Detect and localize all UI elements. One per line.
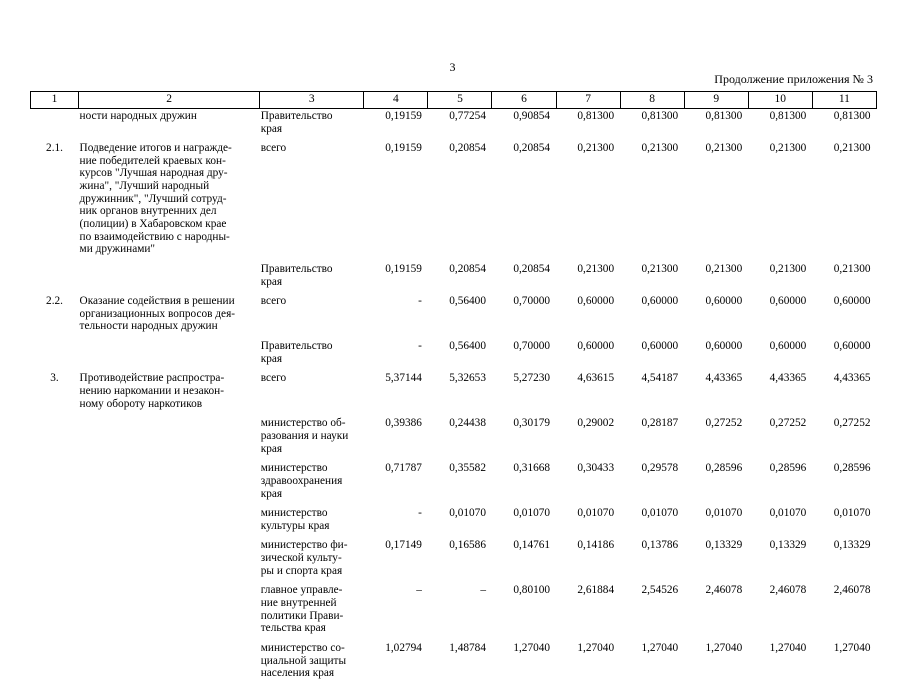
text-line: края [260, 442, 283, 455]
amount-cell: 0,27252 [769, 417, 807, 430]
amount-cell: 0,56400 [449, 295, 486, 308]
amount-cell: 0,70000 [513, 295, 551, 308]
amount-cell: 1,27040 [641, 641, 679, 654]
text-line: Правительство [260, 262, 333, 275]
text-line: главное управле- [260, 584, 343, 597]
text-line: Правительство [260, 109, 333, 122]
amount-cell: 0,21300 [577, 262, 615, 275]
amount-cell: 0,60000 [577, 340, 615, 353]
page-number: 3 [449, 60, 456, 74]
amount-cell: 0,17149 [385, 539, 422, 552]
text-line: министерство со- [260, 641, 345, 654]
amount-cell: - [418, 340, 422, 353]
table-row [31, 506, 877, 538]
table-row [31, 583, 877, 641]
amount-cell: – [416, 584, 422, 597]
row-number [31, 108, 79, 141]
amount-cell: 0,19159 [385, 142, 422, 155]
amount-cell: 0,01070 [641, 507, 679, 520]
table-row [31, 339, 877, 371]
amount-cell: 1,48784 [449, 641, 486, 654]
table-row [31, 108, 877, 141]
table-row [31, 416, 877, 461]
text-line: всего [260, 142, 287, 155]
row-number [31, 416, 79, 461]
text-line: ности народных дружин [79, 109, 197, 122]
budget-table [30, 91, 877, 686]
table-body [31, 108, 877, 685]
amount-cell: 0,60000 [641, 340, 679, 353]
text-line: тельности народных дружин [79, 320, 218, 333]
funding-source [260, 339, 364, 371]
amount-cell: 0,21300 [641, 142, 679, 155]
text-line: курсов "Лучшая народная дру- [79, 167, 228, 180]
amount-cell: 0,39386 [385, 417, 422, 430]
text-line: министерство фи- [260, 539, 348, 552]
amount-cell: 0,77254 [449, 109, 486, 122]
amount-cell: 0,27252 [705, 417, 743, 430]
text-line: населения края [260, 667, 335, 680]
amount-cell: 0,90854 [513, 109, 551, 122]
amount-cell: 0,29002 [577, 417, 615, 430]
row-number [31, 461, 79, 506]
text-line: нению наркомании и незакон- [79, 385, 224, 398]
amount-cell: 4,43365 [833, 372, 871, 385]
amount-cell: 0,20854 [449, 142, 486, 155]
amount-cell: 0,01070 [769, 507, 807, 520]
amount-cell: 0,01070 [513, 507, 551, 520]
text-line: Подведение итогов и награжде- [79, 142, 232, 155]
amount-cell: 0,30433 [577, 462, 615, 475]
text-line: по взаимодействию с народны- [79, 230, 230, 243]
activity-description [79, 108, 260, 141]
text-line: ник органов внутренних дел [79, 205, 217, 218]
amount-cell: 0,20854 [513, 142, 551, 155]
text-line: министерство [260, 462, 328, 475]
amount-cell: 4,54187 [641, 372, 679, 385]
amount-cell: 0,31668 [513, 462, 551, 475]
row-number [31, 538, 79, 583]
amount-cell: 0,21300 [577, 142, 615, 155]
row-number: 3. [50, 372, 59, 385]
text-line: циальной защиты [260, 654, 347, 667]
amount-cell: 1,02794 [385, 641, 422, 654]
amount-cell: 0,20854 [513, 262, 551, 275]
activity-description [79, 339, 260, 371]
amount-cell: 0,60000 [705, 340, 743, 353]
amount-cell: 0,60000 [769, 340, 807, 353]
amount-cell: 1,27040 [833, 641, 871, 654]
table-row [31, 641, 877, 686]
amount-cell: 0,19159 [385, 109, 422, 122]
funding-source [260, 108, 364, 141]
amount-cell: 0,20854 [449, 262, 486, 275]
activity-description [79, 461, 260, 506]
amount-cell: 0,81300 [833, 109, 871, 122]
text-line: дружинник", "Лучший сотруд- [79, 192, 227, 205]
row-number [31, 339, 79, 371]
funding-source [260, 641, 364, 686]
amount-cell: 0,28596 [769, 462, 807, 475]
text-line: ному обороту наркотиков [79, 397, 203, 410]
amount-cell: 4,43365 [705, 372, 743, 385]
text-line: Противодействие распростра- [79, 372, 225, 385]
amount-cell: 1,27040 [769, 641, 807, 654]
table-row [31, 141, 877, 262]
amount-cell: 0,13329 [833, 539, 871, 552]
activity-description [79, 538, 260, 583]
text-line: организационных вопросов дея- [79, 307, 236, 320]
text-line: министерство об- [260, 417, 346, 430]
activity-description [79, 294, 260, 339]
amount-cell: 0,80100 [513, 584, 551, 597]
amount-cell: 0,14761 [513, 539, 551, 552]
column-header: 3 [260, 92, 364, 109]
amount-cell: 0,60000 [577, 295, 615, 308]
activity-description [79, 506, 260, 538]
amount-cell: 0,60000 [833, 295, 871, 308]
amount-cell: 2,46078 [769, 584, 807, 597]
amount-cell: 0,01070 [833, 507, 871, 520]
amount-cell: 0,14186 [577, 539, 615, 552]
funding-source [260, 538, 364, 583]
table-row [31, 461, 877, 506]
amount-cell: 0,81300 [577, 109, 615, 122]
amount-cell: 0,28596 [705, 462, 743, 475]
row-number [31, 641, 79, 686]
amount-cell: 0,13786 [641, 539, 679, 552]
column-header: 5 [428, 92, 492, 109]
amount-cell: 0,01070 [705, 507, 743, 520]
text-line: разования и науки [260, 429, 349, 442]
text-line: Правительство [260, 340, 333, 353]
amount-cell: 0,24438 [449, 417, 486, 430]
text-line: края [260, 275, 283, 288]
funding-source [260, 461, 364, 506]
amount-cell: 0,60000 [769, 295, 807, 308]
table-row [31, 294, 877, 339]
funding-source [260, 583, 364, 641]
amount-cell: 0,70000 [513, 340, 551, 353]
column-header: 8 [620, 92, 684, 109]
amount-cell: 5,37144 [385, 372, 422, 385]
table-row [31, 262, 877, 294]
funding-source [260, 416, 364, 461]
funding-source [260, 371, 364, 416]
amount-cell: 4,63615 [577, 372, 615, 385]
text-line: ние победителей краевых кон- [79, 154, 226, 167]
amount-cell: 0,21300 [641, 262, 679, 275]
amount-cell: 0,21300 [705, 142, 743, 155]
column-header: 2 [79, 92, 260, 109]
text-line: Оказание содействия в решении [79, 295, 235, 308]
text-line: края [260, 487, 283, 500]
amount-cell: 5,27230 [513, 372, 551, 385]
amount-cell: 1,27040 [577, 641, 615, 654]
amount-cell: 0,35582 [449, 462, 486, 475]
text-line: тельства края [260, 622, 326, 635]
amount-cell: - [418, 295, 422, 308]
amount-cell: 0,81300 [769, 109, 807, 122]
table-row [31, 538, 877, 583]
row-number [31, 583, 79, 641]
amount-cell: 2,46078 [833, 584, 871, 597]
row-number [31, 506, 79, 538]
amount-cell: 4,43365 [769, 372, 807, 385]
amount-cell: 0,30179 [513, 417, 551, 430]
text-line: ми дружинами" [79, 243, 156, 256]
text-line: политики Прави- [260, 609, 344, 622]
activity-description [79, 641, 260, 686]
amount-cell: - [418, 507, 422, 520]
column-header: 11 [812, 92, 876, 109]
text-line: культуры края [260, 519, 330, 532]
column-number-header-row [31, 92, 877, 109]
amount-cell: 0,56400 [449, 340, 486, 353]
activity-description [79, 141, 260, 262]
amount-cell: 0,13329 [705, 539, 743, 552]
amount-cell: 0,01070 [577, 507, 615, 520]
row-number [31, 262, 79, 294]
text-line: зической культу- [260, 552, 342, 565]
amount-cell: 0,21300 [705, 262, 743, 275]
text-line: жина", "Лучший народный [79, 180, 210, 193]
amount-cell: 1,27040 [705, 641, 743, 654]
amount-cell: 0,16586 [449, 539, 486, 552]
amount-cell: 0,60000 [641, 295, 679, 308]
amount-cell: 0,71787 [385, 462, 422, 475]
column-header: 7 [556, 92, 620, 109]
funding-source [260, 141, 364, 262]
text-line: ры и спорта края [260, 564, 343, 577]
row-number: 2.2. [46, 295, 63, 308]
funding-source [260, 506, 364, 538]
activity-description [79, 371, 260, 416]
table-row [31, 371, 877, 416]
funding-source [260, 294, 364, 339]
amount-cell: 0,13329 [769, 539, 807, 552]
column-header: 9 [684, 92, 748, 109]
amount-cell: 5,32653 [449, 372, 486, 385]
amount-cell: 2,46078 [705, 584, 743, 597]
activity-description [79, 416, 260, 461]
text-line: края [260, 122, 283, 135]
text-line: министерство [260, 507, 328, 520]
amount-cell: 0,19159 [385, 262, 422, 275]
column-header: 1 [31, 92, 79, 109]
activity-description [79, 262, 260, 294]
activity-description [79, 583, 260, 641]
amount-cell: 1,27040 [513, 641, 551, 654]
text-line: ние внутренней [260, 597, 337, 610]
amount-cell: 0,21300 [833, 262, 871, 275]
amount-cell: 0,28596 [833, 462, 871, 475]
amount-cell: 2,61884 [577, 584, 615, 597]
amount-cell: 0,21300 [769, 262, 807, 275]
amount-cell: – [480, 584, 486, 597]
funding-source [260, 262, 364, 294]
column-header: 4 [364, 92, 428, 109]
amount-cell: 0,27252 [833, 417, 871, 430]
row-number: 2.1. [46, 142, 63, 155]
amount-cell: 0,81300 [705, 109, 743, 122]
amount-cell: 0,60000 [833, 340, 871, 353]
amount-cell: 0,29578 [641, 462, 679, 475]
amount-cell: 0,60000 [705, 295, 743, 308]
amount-cell: 2,54526 [641, 584, 679, 597]
amount-cell: 0,21300 [833, 142, 871, 155]
text-line: края [260, 352, 283, 365]
appendix-continuation-label: Продолжение приложения № 3 [714, 72, 873, 86]
amount-cell: 0,01070 [449, 507, 486, 520]
amount-cell: 0,81300 [641, 109, 679, 122]
text-line: здравоохранения [260, 474, 343, 487]
amount-cell: 0,28187 [641, 417, 679, 430]
column-header: 6 [492, 92, 556, 109]
text-line: всего [260, 295, 287, 308]
column-header: 10 [748, 92, 812, 109]
text-line: (полиции) в Хабаровском крае [79, 218, 227, 230]
amount-cell: 0,21300 [769, 142, 807, 155]
text-line: всего [260, 372, 287, 385]
